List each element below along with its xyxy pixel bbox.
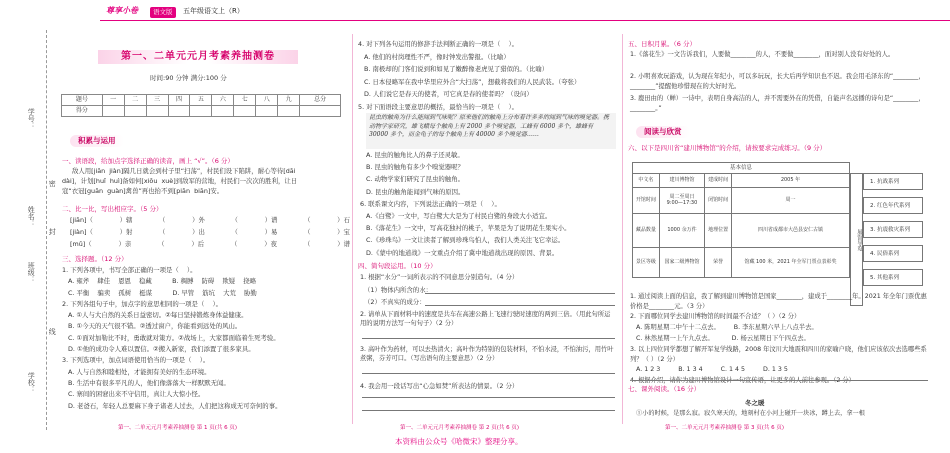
score-input-cell[interactable]: [190, 106, 212, 117]
answer-line: [425, 305, 615, 306]
answer-line: [362, 373, 615, 374]
exhibit-series-item: 1. 抗战系列: [863, 173, 923, 190]
score-cell: 得分: [62, 106, 103, 117]
q6-item: 3. 以上四位同学都想了解开军复学线路，2008 年汶川大地震和四川的家喻户晓，他们应该依次去选哪些系列？（ ）（2 分）: [630, 346, 927, 363]
question-5-heading: 五、日积月累。（6 分）: [628, 40, 696, 48]
q2-cell: ）易: [264, 228, 278, 236]
answer-line: [362, 338, 615, 339]
q1-text-line: dài]，计划[huǐ huì]备如何[xiōu xuè]到敌军的营地，村民们一次次的胜利，让日: [62, 177, 298, 185]
col2-options: [360, 151, 615, 261]
q2-row: [70, 228, 350, 240]
exam-meta: 时间:90 分钟 满分:100 分: [150, 74, 227, 82]
header-rule: [100, 20, 950, 21]
score-cell: 八: [256, 95, 278, 106]
option-line: D. 昆虫的触角能闻到气味的原因。: [366, 187, 465, 196]
reading-text: ①小的时候，是那么寂。寂久寒天的，地刻村在小河上碰开一块冰，蹲上去，拿一根: [636, 410, 865, 417]
option-line: B. 昆虫的触角有多少个嗅觉器呢？: [366, 163, 464, 172]
q2-row: [70, 216, 350, 228]
museum-cell: 荣誉: [705, 248, 732, 278]
score-input-cell[interactable]: [212, 106, 234, 117]
q4-item: 2. 请单从下面材料中的速度是共车在高速公路上飞速行驶时速度的两到三倍。（用此句所运用的说明方法写一句句子）（2 分）: [360, 311, 611, 328]
score-cell: 九: [278, 95, 300, 106]
score-input-cell[interactable]: [278, 106, 300, 117]
q2-cell: （: [231, 216, 238, 224]
q4-item: 3. 高叶作为药材，可以去热清火；高叶作为特别的包装材料，不怕水浸，不怕油污，用竹叶煮粥，芬芳可口。（写出语句的主要意思）（2 分）: [360, 346, 614, 363]
q2-cell: ）辖: [119, 216, 133, 224]
museum-cell: 建成时间: [705, 174, 732, 188]
option-line: A.《白鹭》一文中，写白鹭大大是为了村民白鹭的身段大小适宜。: [366, 211, 552, 220]
q4-line: 4. 对下列各句运用的修辞手法判断正确的一项是（ ）。: [358, 40, 519, 48]
exhibit-guide-label: 展馆导览: [850, 173, 863, 306]
binding-dash-line: [46, 30, 47, 430]
q4-item: （2）不真实的成分：: [364, 298, 426, 306]
q3-line: A. 人与自然和睦相处，才能拥有美好的生态环境。: [68, 367, 211, 376]
exam-title: 第一、二单元元月考素养抽测卷: [98, 50, 298, 64]
q6-item: 4. 根据介绍，请你为建川博物馆设计一句宣传语，让更多的人前往参观。（2 分）: [630, 377, 855, 384]
class-label: 班级：: [27, 262, 36, 283]
q5-item: 3. 鹿田由的（蝉）一诗中，表明自身高洁的人，并不需要外在的凭借，自能声名远播的诗句是“________，________。”: [630, 95, 925, 112]
q3-line: C. 寨间的困窘出来不守信用，真让人大惊小怪。: [68, 390, 205, 399]
q6-item: 2. 下面哪位同学去建川博物馆的时间最不合适？（ ）（2 分）: [630, 313, 801, 320]
q3-line: A. ①人与大自然的关系日益密切。②每日坚持锻炼身体益健康。: [68, 311, 248, 320]
q2-cell: ）谱: [264, 216, 278, 224]
question-4-heading: 四、简句段运用。（10 分）: [358, 262, 437, 270]
q5-item: 1.《落花生》一文告诉我们，人要做________的人，不要做________，面对别人没有好处的人。: [630, 51, 895, 58]
q2-cell: ）宝: [337, 228, 350, 236]
question-3: 三、选择题。（12 分）: [62, 255, 128, 263]
museum-cell: 2005 年: [731, 174, 849, 188]
score-cell: 题号: [62, 95, 103, 106]
museum-cell: 周一: [731, 188, 849, 214]
q4-line: C. 日本侵略军在我中华里应外合“大扫荡”，想截将我们的人民武装。（夸张）: [364, 77, 581, 86]
q3-line: A. 雍斧 肆佳 恩恩 稳藏 B. 稠膊 防碍 欺疑 挠略: [68, 277, 257, 286]
q2-cell: （: [158, 240, 165, 248]
q4-item: 1. 根据“水分”一词所表示的不同意思分别造句。（4 分）: [360, 273, 519, 281]
q2-cell: ）谱: [337, 240, 350, 248]
reading-title: 冬之暖: [745, 399, 765, 407]
q6-item: 1. 通过阅读上面的信息，我了解到建川博物馆是国家________，建成于________年。2021 年全年门票优惠价格是________元。（3 分）: [630, 293, 927, 310]
section-heading-label: 积累与运用: [78, 136, 116, 145]
score-cell: 三: [146, 95, 168, 106]
q3-items: [62, 266, 347, 413]
school-label: 学校：: [27, 372, 36, 393]
q2-cell: （: [231, 240, 238, 248]
museum-cell: 1000 余万件: [659, 214, 705, 248]
score-input-cell[interactable]: [124, 106, 146, 117]
q4-line: B. 南极却的门客们说到和如见了嫩醉像老虎见了猎似的。（比喻）: [364, 65, 549, 73]
q2-cell: （: [231, 228, 238, 236]
reading-passage: 昆虫的触角为什么能闻到气味呢？原来他们的触角上分布着许多多的闻到气味的嗅觉器。携动物学家研究，雄飞蛾每个触角上有 2000 多个嗅觉器，工蜂有 6000 多个，雄蜂有 30000 多个，而金龟子的每个触角上有 40000 多个嗅觉器……: [366, 113, 616, 149]
score-cell: 总分: [300, 95, 341, 106]
museum-cell: 地理位置: [705, 214, 732, 248]
q4-item: 4. 我会用一段话写出“心急如焚”所表达的情景。（2 分）: [360, 382, 519, 390]
q3-line: 2. 下列各组句子中，加点字的意思相同的一项是（ ）。: [62, 299, 223, 308]
q2-cell: ）亲: [118, 240, 132, 248]
q3-line: 1. 下列各项中，书写全部正确的一项是（ ）。: [62, 266, 197, 274]
option-line: D.《蒙中的地道战》一文重点介绍了冀中地道战出现的原因、背景。: [366, 248, 559, 257]
option-line: A. 昆虫的触角比人的鼻子还灵敏。: [366, 151, 464, 159]
museum-info-table: [632, 173, 850, 278]
exhibit-series-item: 4. 民俗系列: [863, 245, 923, 262]
q2-cell: ）出: [192, 228, 205, 236]
bind-mark: 封: [48, 228, 57, 235]
option-line: B.《落花生》一文中，写高花独衬的桃子，苹果是为了说明花生果实小。: [366, 224, 571, 233]
section-heading-label: 阅读与欣赏: [644, 127, 682, 136]
score-cell: 六: [212, 95, 234, 106]
q3-line: B. 生活中有很多平凡的人，他们像落落大一样默默无闻。: [68, 378, 230, 387]
exhibit-series-item: 2. 红色年代系列: [863, 197, 923, 214]
museum-cell: 建川博物馆: [659, 174, 705, 188]
question-2: 二、比一比，写出相应字。（5 分）: [62, 205, 163, 213]
line-mark: 线: [48, 328, 57, 335]
question-1: 一、读语段，给加点字选择正确的读音，画上 “√”。（6 分）: [62, 157, 234, 165]
score-cell: 五: [190, 95, 212, 106]
score-cell: 七: [234, 95, 256, 106]
grade-label: 五年级语文上（R）: [183, 7, 244, 15]
museum-cell: 闭馆时间: [705, 188, 732, 214]
q6-item: C. 林然星期一上午九点去。 D. 杨云星期日下午四点去。: [636, 335, 810, 342]
page-footer: 第一、二单元元月考素养抽测卷 第 1 页(共 6 页): [118, 425, 238, 431]
q2-cell: [jiàn]（: [70, 228, 93, 236]
q2-cell: ）夜: [264, 240, 278, 248]
option-line: C.《珍珠鸟》一文让读者了解到珍珠鸟怕人，我们人类关注飞它幸运。: [366, 236, 565, 245]
option-line: 6. 联系课文内容，下列说法正确的一项是（ ）。: [360, 199, 501, 208]
q3-line: D. 老爸石，年轻人总要麻下身子诸老人过去，人们把这称成无可奈何的事。: [68, 401, 282, 410]
q6-item: A. 1 2 3 B. 1 3 4 C. 1 4 5 D. 1 3 5: [636, 366, 788, 373]
museum-cell: 四川省成都市大邑县安仁古镇: [731, 214, 849, 248]
q5-line: 5. 对下面语段主要意思的概括，最恰当的一项是（ ）。: [358, 102, 519, 111]
score-table: [61, 94, 341, 117]
museum-cell: 开馆时间: [633, 188, 660, 214]
q2-cell: （: [303, 240, 311, 248]
logo: 尊享小卷: [106, 6, 138, 15]
score-input-cell[interactable]: [234, 106, 256, 117]
score-cell: 二: [124, 95, 146, 106]
q6-items: [630, 292, 930, 387]
q2-cell: ）后: [191, 240, 205, 248]
answer-line: [632, 380, 928, 381]
edition-badge: 语文版: [150, 7, 176, 18]
page-footer: 第一、二单元元月考素养抽测卷 第 3 页(共 6 页): [665, 425, 785, 431]
q2-cell: ）射: [119, 228, 133, 236]
question-6-heading: 六、以下是四川省“建川博物馆”的介绍，请按要求完成练习。（9 分）: [628, 144, 827, 152]
score-input-cell[interactable]: [256, 106, 278, 117]
column-separator: [352, 34, 353, 424]
student-name-label: 姓名：: [27, 206, 36, 227]
q3-line: C. 平衡 骗卖 孤树 梃谋 D. 早管 筋坑 大荒 胁勤: [68, 288, 257, 297]
museum-table-title: 基本信息: [632, 162, 850, 173]
page-footer: 第一、二单元元月考素养抽测卷 第 2 页(共 6 页): [400, 425, 520, 431]
score-input-cell[interactable]: [102, 106, 124, 117]
q4-item: （1）物体内所含的水：: [364, 286, 432, 294]
museum-cell: 藏品数量: [633, 214, 660, 248]
q2-cell: （: [159, 228, 166, 236]
q3-line: D. ①他的成功令人难以置信。②搬入新家，我们添置了很多家具。: [68, 345, 255, 354]
q2-cell: ）外: [192, 216, 205, 224]
watermark-text: 本资料由公众号《哈微宋》整理分享。: [395, 437, 523, 446]
q2-cell: （: [304, 216, 311, 224]
q2-cell: [jiān]（: [70, 216, 93, 224]
score-input-cell[interactable]: [300, 106, 341, 117]
q3-line: 3. 下列选项中，加点词语使用恰当的一项是（ ）。: [62, 356, 210, 365]
q2-cell: [mǔ]（: [70, 240, 92, 248]
section-heading: [70, 135, 124, 147]
museum-cell: 馆藏 100 米，2021 年全军门票点表彰奖: [731, 248, 849, 278]
seal-mark: 密: [48, 180, 57, 187]
q2-cell: （: [304, 228, 311, 236]
question-7-heading: 七、课外阅读。（16 分）: [628, 385, 701, 393]
q6-item: A. 陈明星期二中午十二点去。 B. 李东星期六早上八点半去。: [636, 324, 818, 331]
q2-cell: ）石: [337, 216, 350, 224]
answer-line: [362, 410, 615, 411]
q5-items: [630, 50, 930, 116]
museum-cell: 国家二级博物馆: [659, 248, 705, 278]
q1-text-line: 寇“衣冠[guān guàn]禽兽”再也抬不到[piān biān]安。: [62, 187, 224, 195]
q4-line: D. 人们说它是春天的使者，可它真是春的使者吗？（设问）: [364, 90, 533, 98]
q4-line: A. 他们的村岗理性不严，像时钟发出警报。（比喻）: [364, 52, 510, 61]
exhibit-series-item: 5. 其他系列: [863, 269, 923, 286]
answer-line: [362, 397, 615, 398]
museum-cell: 中文名: [633, 174, 660, 188]
q2-row: [70, 240, 350, 252]
score-input-cell[interactable]: [168, 106, 190, 117]
q3-line: B. ①今天的天气很不错。②透过窗户，你能看到远处的风山。: [68, 322, 242, 331]
museum-cell: 周二至周日 9:00—17:30: [659, 188, 705, 214]
binding-strip: [0, 0, 60, 453]
q2-cell: （: [159, 216, 166, 224]
section-heading: [636, 126, 690, 138]
score-cell: 四: [168, 95, 190, 106]
exhibit-series-item: 3. 抗震救灾系列: [863, 221, 923, 238]
column-separator: [622, 34, 623, 424]
museum-cell: 景区等级: [633, 248, 660, 278]
score-cell: 一: [102, 95, 124, 106]
q3-line: C. ①面对加勒比不时，勇敢就对策方。②战场上，大家都面临着生死考验。: [68, 333, 280, 342]
q5-item: 2. 小明喜欢玩游戏，认为现在年纪小，可以多玩玩，长大后再学知识也不迟。我会用毛泽东的“________，________”提醒他珍惜现在的大好时光。: [630, 73, 925, 90]
answer-line: [425, 293, 615, 294]
col2-top: [358, 40, 618, 115]
q2-grid: [70, 216, 350, 252]
score-input-cell[interactable]: [146, 106, 168, 117]
q1-text-line: 敌人用[jiān jiàn]隔几日就会到村子里“扫荡”，村民们设下陷阱，耐心等待[dāi: [72, 167, 296, 175]
student-id-label: 学号：: [27, 108, 36, 129]
option-line: C. 动物学家们研究了昆虫的触角。: [366, 175, 464, 184]
